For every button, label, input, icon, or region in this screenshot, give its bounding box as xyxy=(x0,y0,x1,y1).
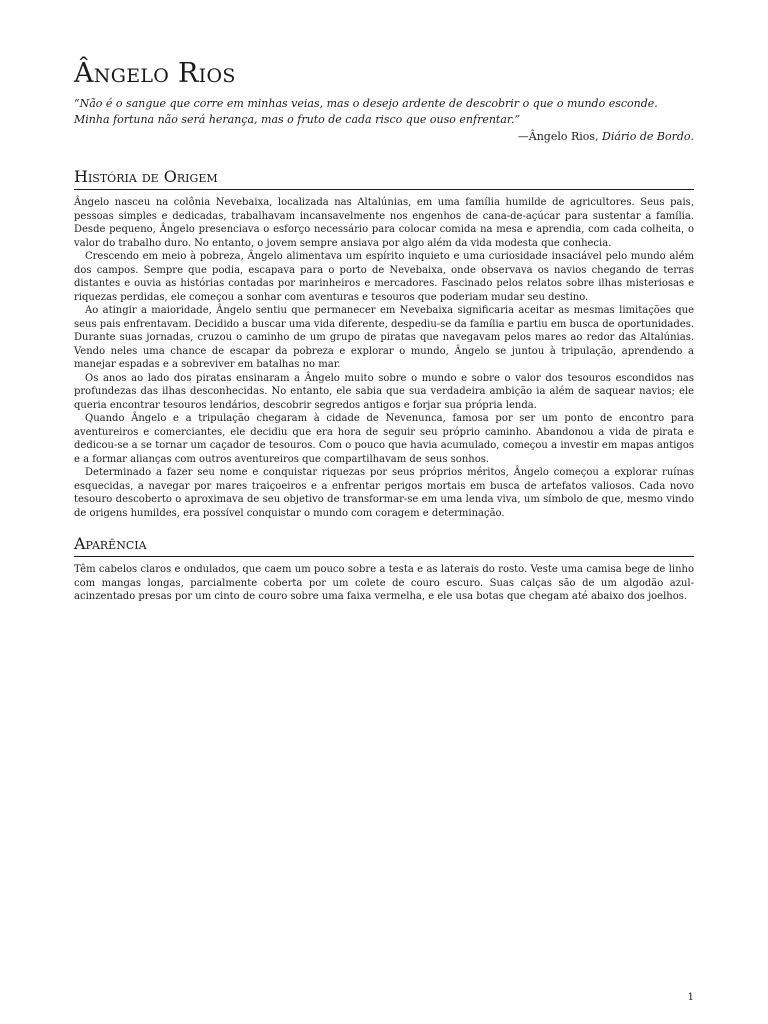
paragraph: Quando Ângelo e a tripulação chegaram à cidade de Nevenunca, famosa por ser um ponto de encontro para aventureiros e comerciantes, ele decidiu que era hora de seguir seu próprio caminho. Abandonou a vida de pirata e dedicou-se a se tornar um caçador de tesouros. Com o pouco que havia acumulado, começou a investir em mapas antigos e a formar alianças com outros aventureiros que compartilhavam de seus sonhos. xyxy=(74,413,694,465)
document-page xyxy=(74,56,694,604)
paragraph: Ângelo nasceu na colônia Nevebaixa, localizada nas Altalúnias, em uma família humilde de agricultores. Seus pais, pessoas simples e dedicadas, trabalhavam incansavelmente nos engenhos de cana-de-açúcar para sustentar a família. Desde pequeno, Ângelo presenciava o esforço necessário para colocar comida na mesa e aprendia, com cada colheita, o valor do trabalho duro. No entanto, o jovem sempre ansiava por algo além da vida modesta que conhecia. xyxy=(74,197,694,249)
epigraph-quote: “Não é o sangue que corre em minhas veias, mas o desejo ardente de descobrir o que o mundo esconde. Minha fortuna não será herança, mas o fruto de cada risco que ouso enfrentar.” xyxy=(74,97,658,126)
section-body-origin xyxy=(74,196,694,520)
attribution-source: Diário de Bordo xyxy=(602,130,691,143)
attribution-prefix: —Ângelo Rios, xyxy=(517,130,603,143)
paragraph: Determinado a fazer seu nome e conquistar riquezas por seus próprios méritos, Ângelo começou a explorar ruínas esquecidas, a navegar por mares traiçoeiros e a enfrentar perigos mortais em busca de artefatos valiosos. Cada novo tesouro descoberto o aproximava de seu objetivo de transformar-se em uma lenda viva, um símbolo de que, mesmo vindo de origens humildes, era possível conquistar o mundo com coragem e determinação. xyxy=(74,467,694,519)
paragraph: Têm cabelos claros e ondulados, que caem um pouco sobre a testa e as laterais do rosto. Veste uma camisa bege de linho com mangas longas, parcialmente coberta por um colete de couro escuro. Suas calças são de um algodão azul-acinzentado presas por um cinto de couro sobre uma faixa vermelha, e ele usa botas que chegam até abaixo dos joelhos. xyxy=(74,564,694,602)
page-number: 1 xyxy=(687,992,694,1003)
paragraph: Ao atingir a maioridade, Ângelo sentiu que permanecer em Nevebaixa significaria aceitar as mesmas limitações que seus pais enfrentavam. Decidido a buscar uma vida diferente, despediu-se da família e partiu em busca de oportunidades. Durante suas jornadas, cruzou o caminho de um grupo de piratas que navegavam pelos mares ao redor das Altalúnias. Vendo neles uma chance de escapar da pobreza e explorar o mundo, Ângelo se juntou à tripulação, aprendendo a manejar espadas e a sobreviver em batalhas no mar. xyxy=(74,305,694,370)
paragraph: Crescendo em meio à pobreza, Ângelo alimentava um espírito inquieto e uma curiosidade insaciável pelo mundo além dos campos. Sempre que podia, escapava para o porto de Nevebaixa, onde observava os navios chegando de terras distantes e ouvia as histórias contadas por marinheiros e mercadores. Fascinado pelos relatos sobre ilhas misteriosas e riquezas perdidas, ele começou a sonhar com aventuras e tesouros que poderiam mudar seu destino. xyxy=(74,251,694,303)
section-body-appearance xyxy=(74,563,694,604)
attribution-suffix: . xyxy=(690,130,694,143)
document-title: Ângelo Rios xyxy=(74,58,236,89)
section-heading-origin: História de Origem xyxy=(74,167,694,190)
paragraph: Os anos ao lado dos piratas ensinaram a Ângelo muito sobre o mundo e sobre o valor dos tesouros escondidos nas profundezas das ilhas desconhecidas. No entanto, ele sabia que sua verdadeira ambição ia além de saquear navios; ele queria encontrar tesouros lendários, descobrir segredos antigos e forjar sua própria lenda. xyxy=(74,372,694,411)
section-heading-appearance: Aparência xyxy=(74,534,694,557)
epigraph-attribution xyxy=(74,129,694,145)
